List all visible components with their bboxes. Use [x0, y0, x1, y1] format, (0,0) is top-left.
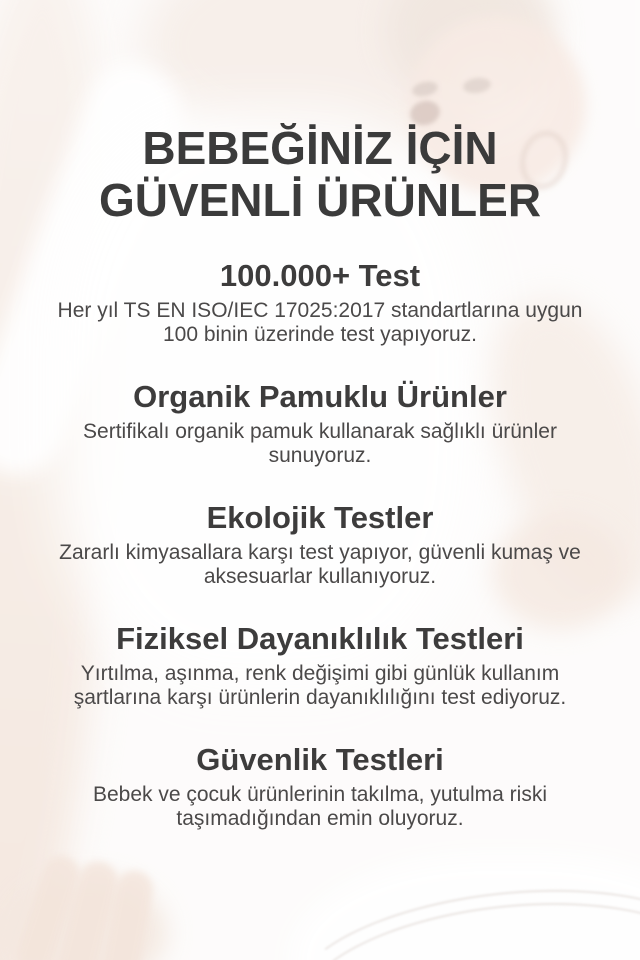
section-safety-tests [20, 741, 620, 831]
section-body: Sertifikalı organik pamuk kullanarak sağlıklı ürünler sunuyoruz. [83, 420, 557, 467]
section-100k-tests [20, 257, 620, 347]
page-title-line-2: GÜVENLİ ÜRÜNLER [98, 174, 542, 226]
section-body: Zararlı kimyasallara karşı test yapıyor, güvenli kumaş ve aksesuarlar kullanıyoruz. [59, 541, 581, 588]
section-ecological-tests [20, 499, 620, 589]
section-heading: Organik Pamuklu Ürünler [133, 379, 507, 414]
section-heading: Fiziksel Dayanıklılık Testleri [116, 621, 524, 656]
section-body: Her yıl TS EN ISO/IEC 17025:2017 standartlarına uygun 100 binin üzerinde test yapıyoruz. [57, 299, 583, 346]
section-heading: Güvenlik Testleri [196, 742, 444, 777]
section-body: Bebek ve çocuk ürünlerinin takılma, yutulma riski taşımadığından emin oluyoruz. [92, 783, 548, 830]
section-heading: 100.000+ Test [219, 258, 421, 293]
section-heading: Ekolojik Testler [206, 500, 434, 535]
section-body: Yırtılma, aşınma, renk değişimi gibi günlük kullanım şartlarına karşı ürünlerin dayanıklılığını test ediyoruz. [73, 662, 567, 709]
page-title [20, 122, 620, 226]
section-organic-cotton [20, 378, 620, 468]
page-title-line-1: BEBEĞİNİZ İÇİN [142, 122, 498, 174]
section-physical-durability-tests [20, 620, 620, 710]
